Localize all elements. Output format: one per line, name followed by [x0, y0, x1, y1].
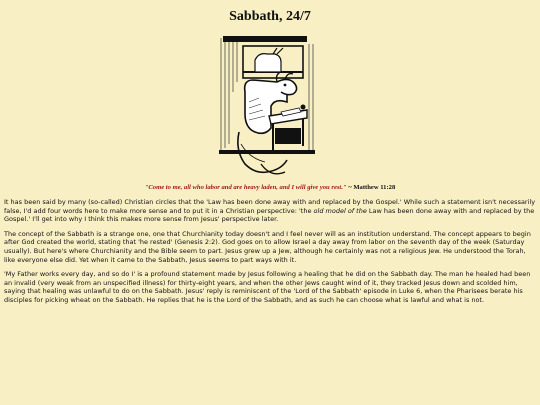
- caption-reference: Matthew 11:28: [353, 184, 396, 191]
- ox-at-writing-desk-icon: [215, 32, 325, 182]
- caption-quote: "Come to me, all who labor and are heavy laden, and I will give you rest.": [144, 184, 347, 191]
- paragraph-2: The concept of the Sabbath is a strange one, one that Churchianity today doesn't and I feel never will as an institution understand. The concept appears to begin after God created the world, stating that 'he rested' (Genesis 2:2). God goes on to allow Israel a day away from labor on the seventh day of the week (Saturday usually). But here's where Churchianity and the Bible seem to part. Jesus grew up a Jew, although he certainly was not a religious Jew. He understood the Torah, like everyone else did. Yet when it came to the Sabbath, Jesus seems to part ways with it.: [4, 229, 531, 264]
- scripture-caption: [0, 184, 540, 191]
- article-body: [4, 198, 536, 311]
- caption-separator: ~: [346, 184, 354, 191]
- paragraph-1-after: Law has been done away with and replaced by the Gospel.' I'll get into why I think this makes more sense from Jesus' perspective later.: [4, 206, 535, 224]
- paragraph-1-emphasis: old model of the: [313, 206, 367, 215]
- paragraph-1: [4, 198, 536, 224]
- paragraph-3: 'My Father works every day, and so do I' is a profound statement made by Jesus following a healing that he did on the Sabbath day. The man he healed had been an invalid (very weak from an unspecified illness) for thirty-eight years, and when the other Jews caught wind of it, they tracked Jesus down and scolded him, saying that healing was unlawful to do on the Sabbath. Jesus' reply is reminiscent of the 'Lord of the Sabbath' episode in Luke 6, when the Pharisees berate his disciples for picking wheat on the Sabbath. He replies that he is the Lord of the Sabbath, and as such he can choose what is lawful and what is not.: [4, 270, 531, 304]
- ox-illustration: [215, 32, 325, 182]
- paragraph-1-before: It has been said by many (so-called) Christian circles that the 'Law has been done away with and replaced by the Gospel.' While such a statement isn't necessarily false, I'd add four words here to make more sense and to put it in a Christian perspective: 'the: [4, 198, 536, 215]
- page-title: Sabbath, 24/7: [229, 9, 311, 24]
